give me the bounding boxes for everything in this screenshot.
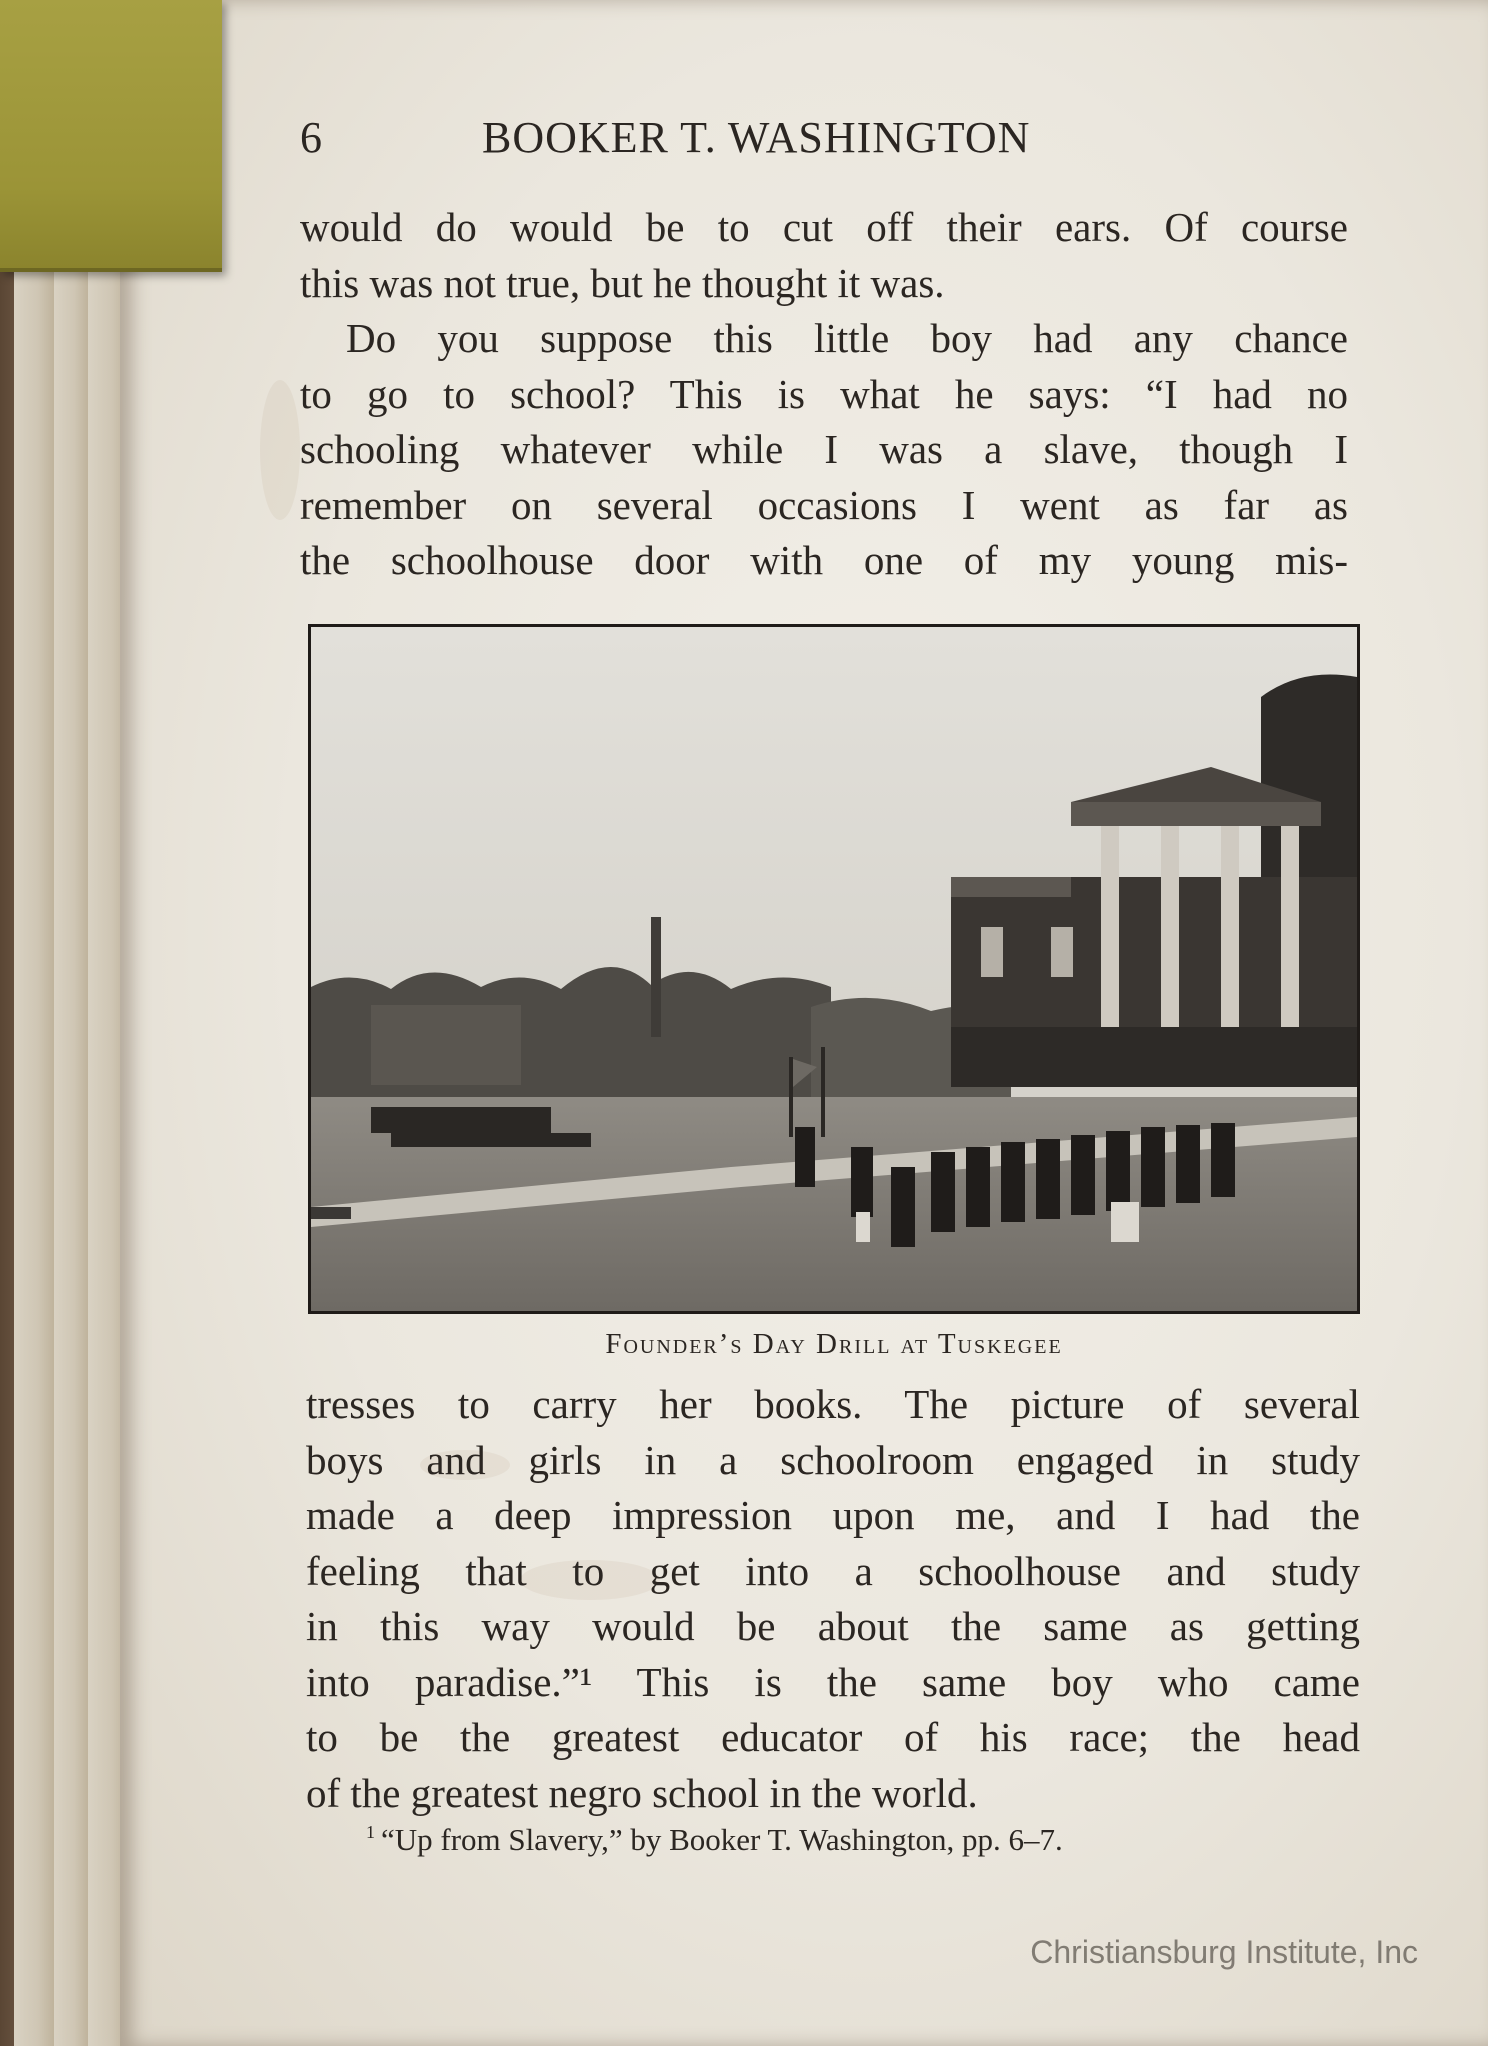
text-line: boys and girls in a schoolroom engaged in study bbox=[306, 1436, 1360, 1483]
text-line: feeling that to get into a schoolhouse and study bbox=[306, 1547, 1360, 1594]
figure-photo bbox=[308, 624, 1360, 1314]
text-line: to be the greatest educator of his race; the head bbox=[306, 1714, 1360, 1760]
text-line: remember on several occasions I went as far as bbox=[300, 481, 1348, 528]
text-line: would do would be to cut off their ears. Of course bbox=[300, 204, 1348, 250]
text-line: to go to school? This is what he says: “I had no bbox=[300, 370, 1348, 417]
text-line: this was not true, but he thought it was. bbox=[300, 259, 945, 306]
page-number: 6 bbox=[300, 113, 323, 162]
text-line: made a deep impression upon me, and I had the bbox=[306, 1492, 1360, 1538]
footnote-text: “Up from Slavery,” by Booker T. Washington, pp. 6–7. bbox=[381, 1822, 1063, 1857]
page-header bbox=[300, 112, 1160, 172]
paragraph-bottom bbox=[306, 1377, 1360, 1821]
text-line: Do you suppose this little boy had any chance bbox=[346, 315, 1348, 361]
page-edge bbox=[14, 240, 55, 2046]
text-line: into paradise.”¹ This is the same boy who came bbox=[306, 1658, 1360, 1705]
paper-stain bbox=[260, 380, 300, 520]
green-bookmark bbox=[0, 0, 222, 272]
paragraph-top bbox=[300, 200, 1348, 589]
text-line: schooling whatever while I was a slave, though I bbox=[300, 426, 1348, 472]
cadets-marching-photo bbox=[311, 627, 1357, 1311]
text-line: the schoolhouse door with one of my young mis- bbox=[300, 537, 1348, 583]
watermark: Christiansburg Institute, Inc bbox=[1030, 1934, 1418, 1970]
figure-caption: Founder’s Day Drill at Tuskegee bbox=[605, 1328, 1063, 1360]
running-head: BOOKER T. WASHINGTON bbox=[482, 113, 1031, 162]
page-edge bbox=[54, 240, 89, 2046]
text-line: tresses to carry her books. The picture of several bbox=[306, 1381, 1360, 1427]
footnote bbox=[366, 1822, 1063, 1858]
footnote-marker: 1 bbox=[366, 1822, 375, 1842]
text-line: in this way would be about the same as getting bbox=[306, 1603, 1360, 1649]
text-line: of the greatest negro school in the world. bbox=[306, 1769, 978, 1816]
